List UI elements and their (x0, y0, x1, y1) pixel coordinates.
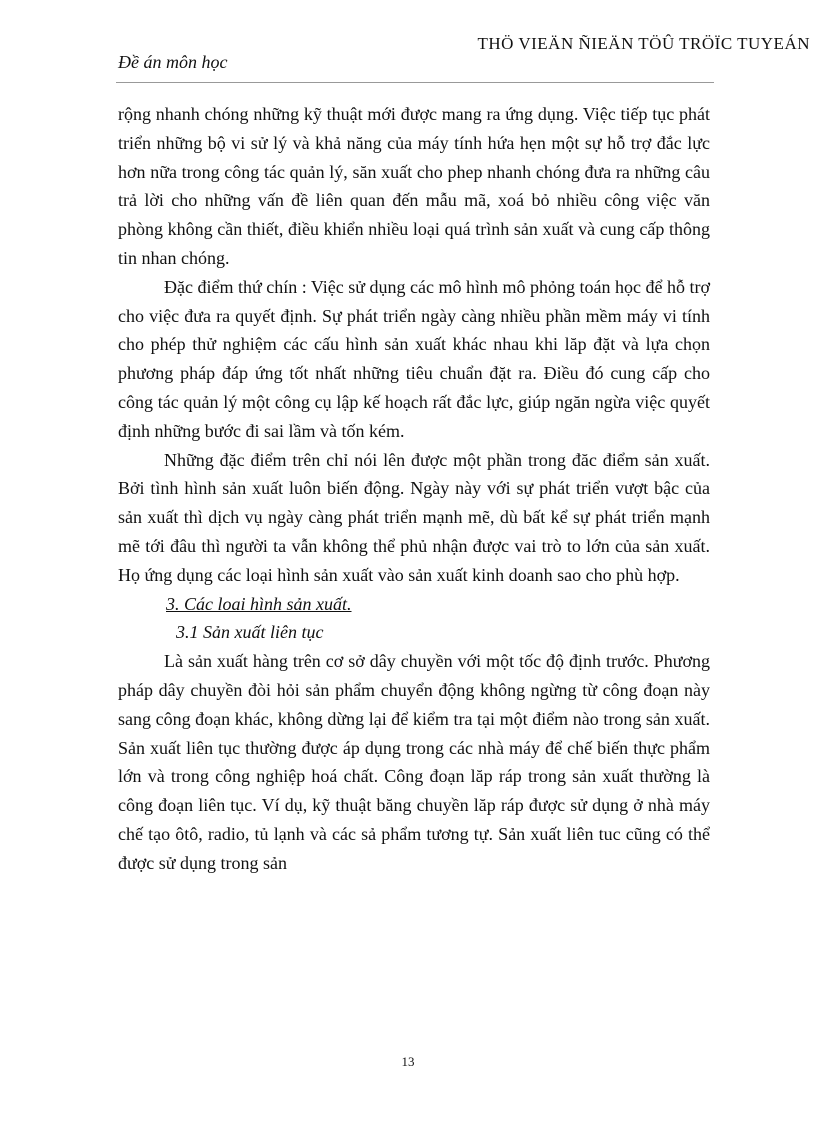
header-rule (116, 82, 714, 83)
subsection-heading: 3.1 Sản xuất liên tục (176, 622, 324, 643)
paragraph-2: Đặc điểm thứ chín : Việc sử dụng các mô hình mô phỏng toán học để hỗ trợ cho việc đưa ra quyết định. Sự phát triển ngày càng nhiều phần mềm máy vi tính cho phép thử nghiệm các cấu hình sản xuất khác nhau khi lăp đặt và lựa chọn phương pháp đáp ứng tốt nhất những tiêu chuẩn đặt ra. Điều đó cung cấp cho công tác quản lý một công cụ lập kế hoạch rất đắc lực, giúp ngăn ngừa việc quyết định những bước đi sai lầm và tốn kém. (118, 276, 711, 441)
library-watermark: THÖ VIEÄN ÑIEÄN TÖÛ TRÖÏC TUYEÁN (477, 34, 810, 53)
page-number: 13 (401, 1054, 415, 1069)
paragraph-4: Là sản xuất hàng trên cơ sở dây chuyền với một tốc độ định trước. Phương pháp dây chuyền đòi hỏi sản phẩm chuyển động không ngừng từ công đoạn này sang công đoạn khác, không dừng lại để kiểm tra tại một điểm nào trong sản xuất. Sản xuất liên tục thường được áp dụng trong các nhà máy để chế biến thực phẩm lớn và trong công nghiệp hoá chất. Công đoạn lăp ráp trong sản xuất thường là công đoạn liên tục. Ví dụ, kỹ thuật băng chuyền lăp ráp được sử dụng ở nhà máy chế tạo ôtô, radio, tủ lạnh và các sả phẩm tương tự. Sản xuất liên tuc cũng có thể được sử dụng trong sản (118, 651, 710, 873)
section-heading (118, 590, 710, 619)
section-heading-text: 3. Các loai hình sản xuất. (166, 593, 352, 614)
document-header: Đề án môn học (118, 52, 228, 72)
paragraph-1: rộng nhanh chóng những kỹ thuật mới được mang ra ứng dụng. Việc tiếp tục phát triển những bộ vi sử lý và khả năng của máy tính hứa hẹn một sự hỗ trợ đắc lực hơn nữa trong công tác quản lý, săn xuất cho phep nhanh chóng đưa ra những câu trả lời cho những vấn đề liên quan đến mẫu mã, xoá bỏ nhiều công việc văn phòng không cần thiết, điều khiển nhiều loại quá trình sản xuất và cung cấp thông tin nhan chóng. (118, 104, 710, 268)
document-body (118, 100, 710, 878)
paragraph-3: Những đặc điểm trên chỉ nói lên được một phần trong đăc điểm sản xuất. Bởi tình hình sản xuất luôn biến động. Ngày này với sự phát triển vượt bậc của sản xuất thì dịch vụ ngày càng phát triển mạnh mẽ, dù bất kể sự phát triển mạnh mẽ tới đâu thì người ta vẫn không thể phủ nhận được vai trò to lớn của sản xuất. Họ ứng dụng các loại hình sản xuất vào sản xuất kinh doanh sao cho phù hợp. (118, 449, 710, 585)
